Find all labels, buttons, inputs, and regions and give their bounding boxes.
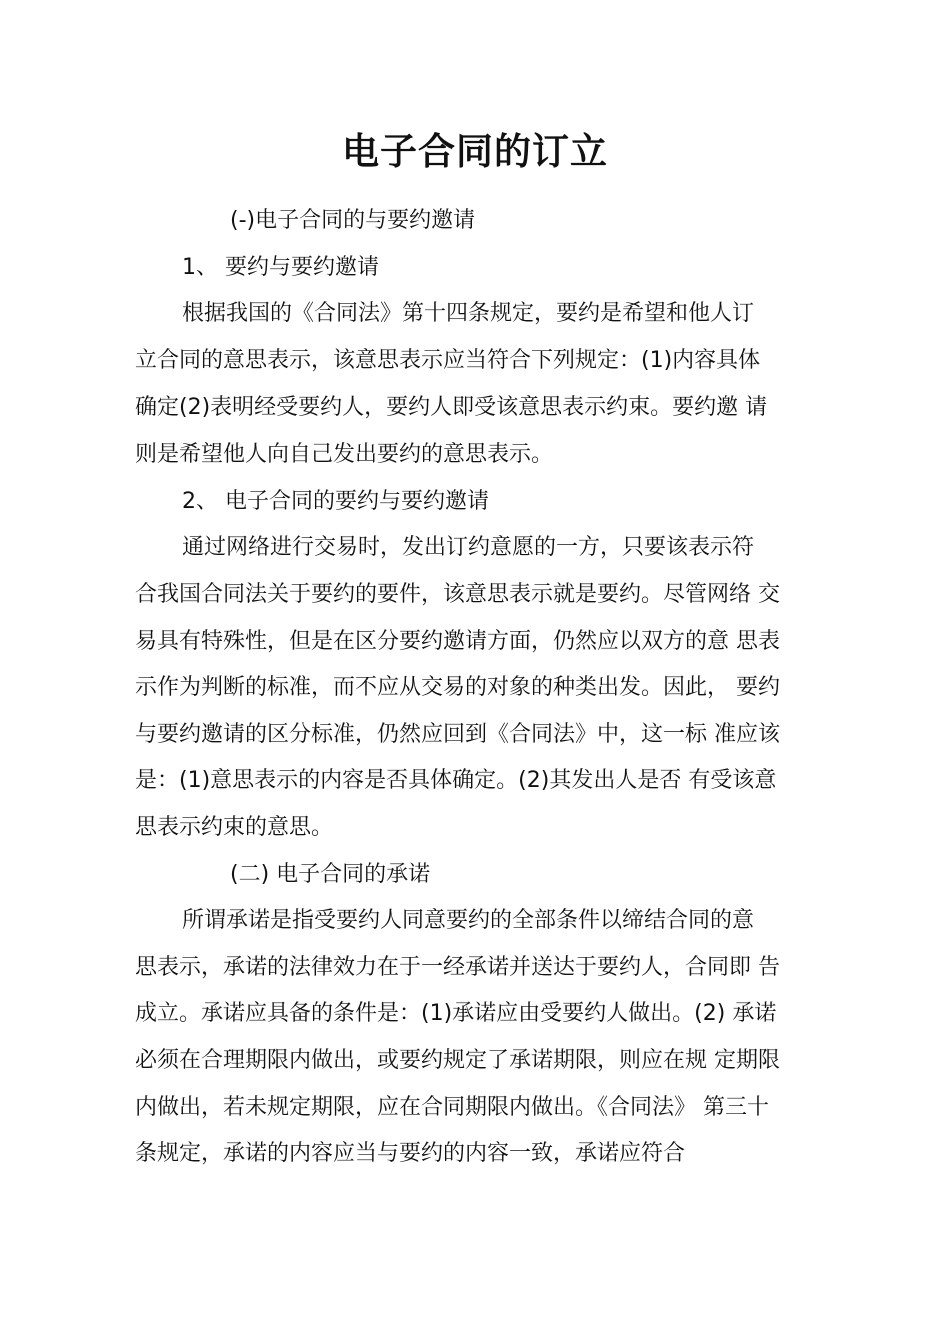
section-heading-1: (-)电子合同的与要约邀请 xyxy=(230,208,476,233)
paragraph-3-line-5: 内做出，若未规定期限，应在合同期限内做出。《合同法》 第三十 xyxy=(135,1095,769,1120)
subsection-heading-2: 2、 电子合同的要约与要约邀请 xyxy=(182,489,489,514)
paragraph-3-line-2: 思表示，承诺的法律效力在于一经承诺并送达于要约人，合同即 告 xyxy=(135,955,780,980)
paragraph-1-line-4: 则是希望他人向自己发出要约的意思表示。 xyxy=(135,442,554,467)
paragraph-2-line-3: 易具有特殊性，但是在区分要约邀请方面，仍然应以双方的意 思表 xyxy=(135,629,780,654)
paragraph-3-line-4: 必须在合理期限内做出，或要约规定了承诺期限，则应在规 定期限 xyxy=(135,1048,780,1073)
paragraph-1-line-1: 根据我国的《合同法》第十四条规定，要约是希望和他人订 xyxy=(182,301,755,326)
paragraph-1-line-3: 确定(2)表明经受要约人，要约人即受该意思表示约束。要约邀 请 xyxy=(135,395,768,420)
paragraph-2-line-5: 与要约邀请的区分标准，仍然应回到《合同法》中，这一标 准应该 xyxy=(135,722,780,747)
paragraph-2-line-1: 通过网络进行交易时，发出订约意愿的一方，只要该表示符 xyxy=(182,535,755,560)
document-title: 电子合同的订立 xyxy=(342,130,608,173)
paragraph-2-line-6: 是：(1)意思表示的内容是否具体确定。(2)其发出人是否 有受该意 xyxy=(135,768,777,793)
paragraph-2-line-7: 思表示约束的意思。 xyxy=(135,815,334,840)
paragraph-2-line-4: 示作为判断的标准，而不应从交易的对象的种类出发。因此， 要约 xyxy=(135,675,780,700)
paragraph-1-line-2: 立合同的意思表示，该意思表示应当符合下列规定：(1)内容具体 xyxy=(135,348,761,373)
subsection-heading-1: 1、 要约与要约邀请 xyxy=(182,255,379,280)
paragraph-3-line-3: 成立。承诺应具备的条件是：(1)承诺应由受要约人做出。(2) 承诺 xyxy=(135,1001,777,1026)
paragraph-2-line-2: 合我国合同法关于要约的要件，该意思表示就是要约。尽管网络 交 xyxy=(135,582,780,607)
paragraph-3-line-1: 所谓承诺是指受要约人同意要约的全部条件以缔结合同的意 xyxy=(182,908,755,933)
paragraph-3-line-6: 条规定，承诺的内容应当与要约的内容一致，承诺应符合 xyxy=(135,1141,686,1166)
section-heading-2: (二) 电子合同的承诺 xyxy=(230,862,431,887)
